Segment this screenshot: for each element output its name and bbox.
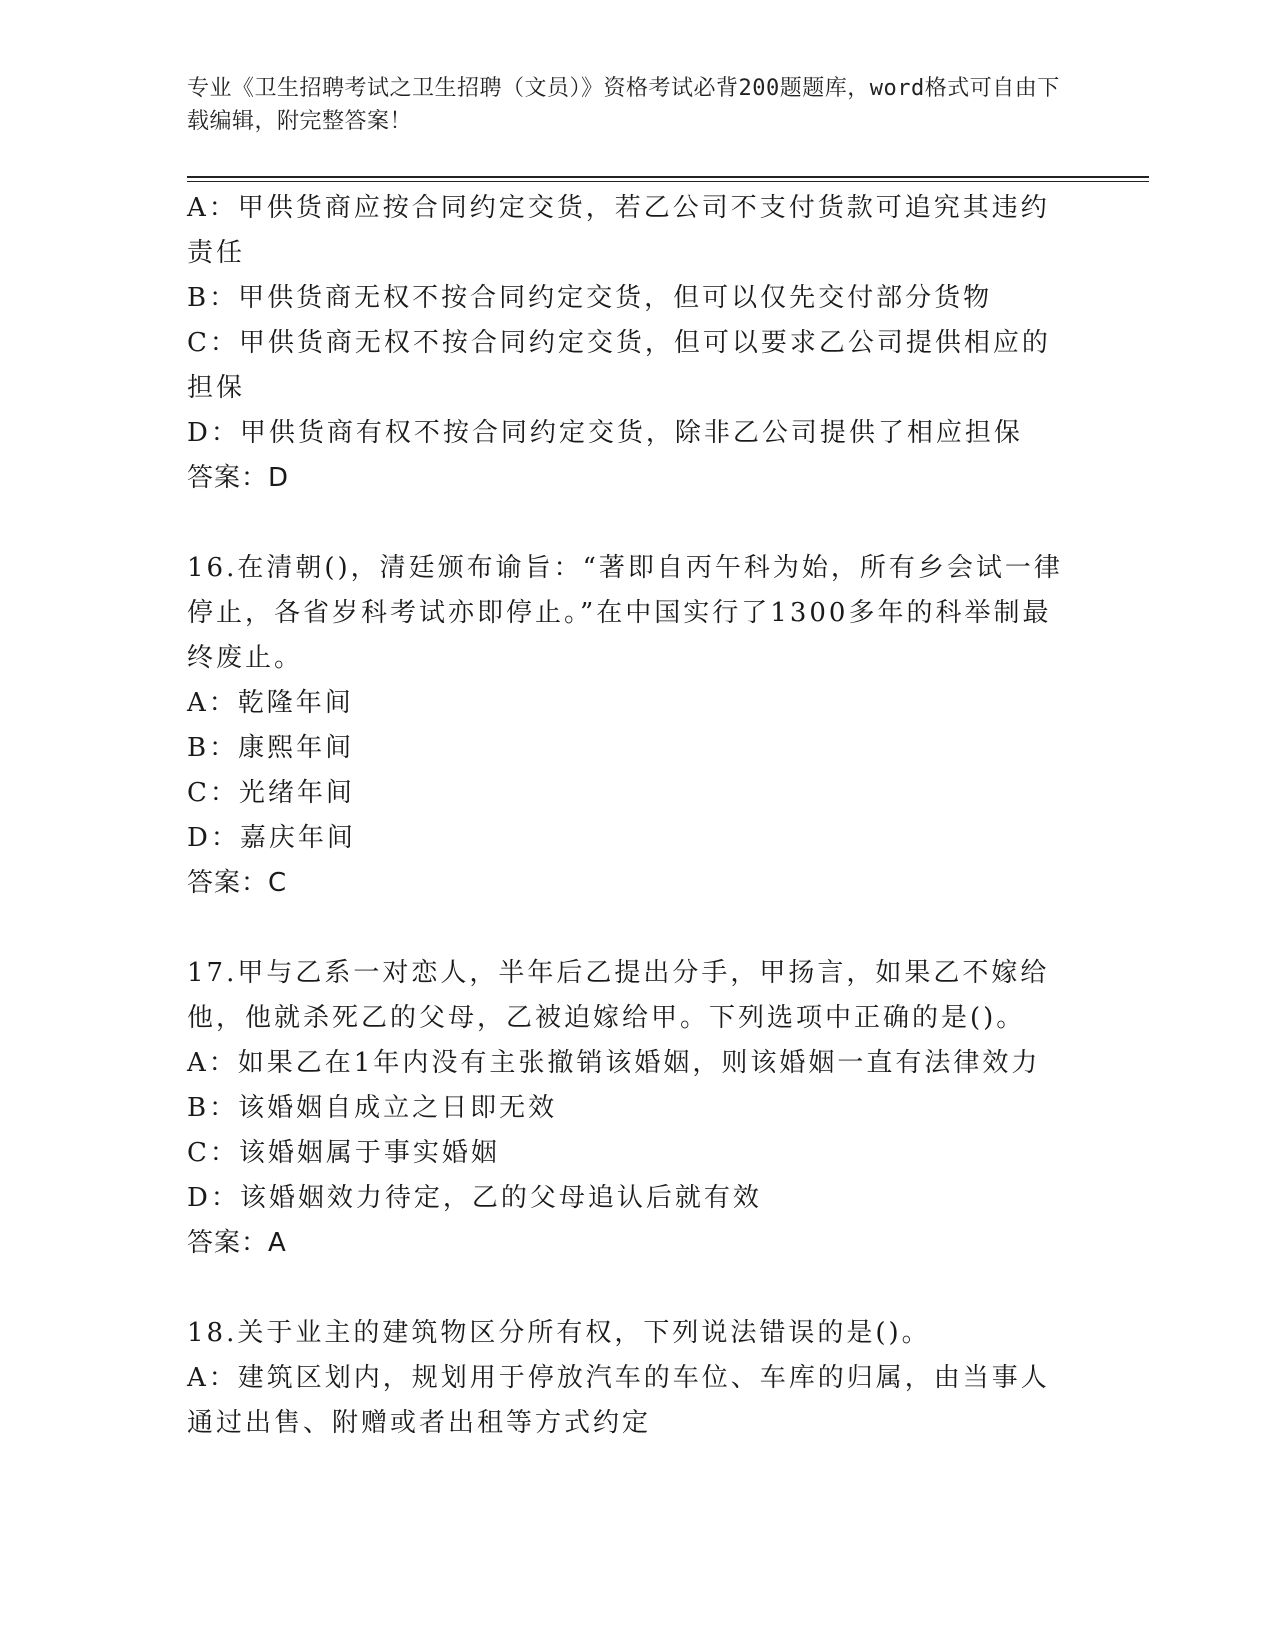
option-a: A：如果乙在1年内没有主张撤销该婚姻，则该婚姻一直有法律效力 <box>187 1048 1041 1078</box>
option-a: A：乾隆年间 <box>187 688 354 718</box>
question-17 <box>187 951 1067 1266</box>
question-stem: 17.甲与乙系一对恋人，半年后乙提出分手，甲扬言，如果乙不嫁给他，他就杀死乙的父母，乙被迫嫁给甲。下列选项中正确的是()。 <box>187 958 1050 1033</box>
spacer <box>187 906 1067 951</box>
question-stem: 16.在清朝()，清廷颁布谕旨：“著即自丙午科为始，所有乡会试一律停止，各省岁科考试亦即停止。”在中国实行了1300多年的科举制最终废止。 <box>187 553 1063 673</box>
question-stem: 18.关于业主的建筑物区分所有权，下列说法错误的是()。 <box>187 1318 931 1348</box>
option-b: B：甲供货商无权不按合同约定交货，但可以仅先交付部分货物 <box>187 283 993 313</box>
question-15-tail <box>187 186 1067 501</box>
document-header: 专业《卫生招聘考试之卫生招聘（文员）》资格考试必背200题题库，word格式可自由下载编辑，附完整答案！ <box>187 76 1060 134</box>
header-divider-thick <box>187 176 1149 178</box>
question-content <box>187 186 1067 1446</box>
option-a: A：建筑区划内，规划用于停放汽车的车位、车库的归属，由当事人通过出售、附赠或者出租等方式约定 <box>187 1363 1050 1438</box>
question-18 <box>187 1311 1067 1446</box>
option-b: B：该婚姻自成立之日即无效 <box>187 1093 558 1123</box>
spacer <box>187 1266 1067 1311</box>
option-c: C：该婚姻属于事实婚姻 <box>187 1138 500 1168</box>
option-d: D：该婚姻效力待定，乙的父母追认后就有效 <box>187 1183 762 1213</box>
spacer <box>187 501 1067 546</box>
answer: 答案：C <box>187 868 288 898</box>
option-d: D：甲供货商有权不按合同约定交货，除非乙公司提供了相应担保 <box>187 418 1023 448</box>
option-c: C：甲供货商无权不按合同约定交货，但可以要求乙公司提供相应的担保 <box>187 328 1051 403</box>
option-b: B：康熙年间 <box>187 733 355 763</box>
option-d: D：嘉庆年间 <box>187 823 356 853</box>
answer: 答案：D <box>187 463 290 493</box>
option-c: C：光绪年间 <box>187 778 355 808</box>
option-a: A：甲供货商应按合同约定交货，若乙公司不支付货款可追究其违约责任 <box>187 193 1050 268</box>
header-divider-thin <box>187 181 1149 182</box>
answer: 答案：A <box>187 1228 287 1258</box>
question-16 <box>187 546 1067 906</box>
